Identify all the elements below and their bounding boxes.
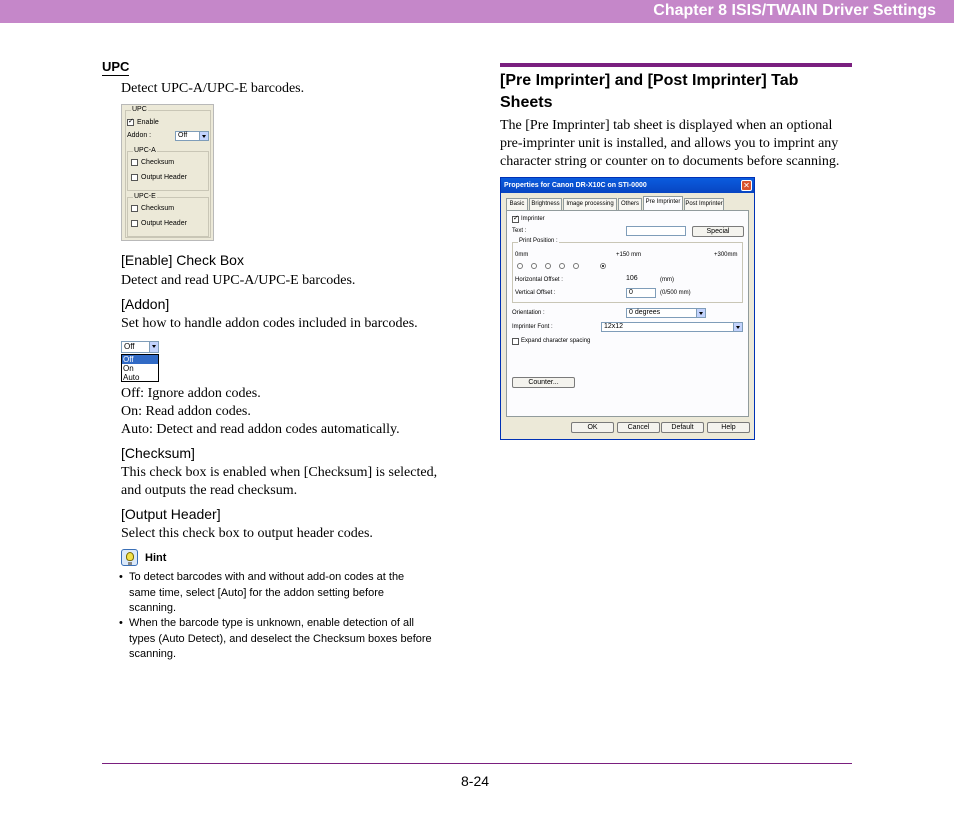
upce-group-title: UPC-E [134, 193, 156, 200]
checksum-heading: [Checksum] [121, 445, 195, 461]
expand-spacing-checkbox[interactable] [512, 338, 519, 345]
hint-bullet-2-line-2: types (Auto Detect), and deselect the Checksum boxes before [129, 632, 432, 645]
upca-group-title: UPC-A [134, 147, 156, 154]
position-radio-4[interactable] [559, 263, 565, 269]
upca-output-checkbox[interactable] [131, 174, 138, 181]
orientation-combo[interactable] [626, 308, 706, 318]
tab-post-imprinter[interactable]: Post Imprinter [684, 198, 724, 210]
tab-pre-imprinter[interactable]: Pre Imprinter [643, 196, 683, 210]
vertical-offset-value: 0 [629, 289, 633, 296]
tab-brightness[interactable]: Brightness [529, 198, 562, 210]
imprinter-font-value: 12x12 [604, 323, 624, 330]
chevron-down-icon [149, 342, 158, 352]
position-radio-2[interactable] [531, 263, 537, 269]
position-radio-3[interactable] [545, 263, 551, 269]
orientation-label: Orientation : [512, 310, 545, 316]
upca-checksum-checkbox[interactable] [131, 159, 138, 166]
print-position-title: Print Position : [519, 238, 558, 244]
position-300mm: +300mm [714, 252, 738, 258]
upce-checksum-checkbox[interactable] [131, 205, 138, 212]
hint-bullet-2 [119, 616, 459, 663]
upca-group [127, 147, 209, 191]
addon-dropdown[interactable] [121, 341, 159, 353]
upc-settings-panel [121, 104, 214, 241]
ok-button[interactable]: OK [571, 422, 614, 433]
imprinter-label: Imprinter [521, 216, 545, 222]
addon-label: Addon : [127, 132, 152, 139]
section-title [500, 70, 852, 114]
hint-bullet-2-line-3: scanning. [129, 648, 177, 660]
addon-option-on[interactable]: On [123, 364, 134, 373]
hint-bullet-1-line-2: same time, select [Auto] for the addon setting before [129, 586, 384, 599]
position-0mm: 0mm [515, 252, 529, 258]
upc-group-title: UPC [132, 106, 147, 113]
enable-description: Detect and read UPC-A/UPC-E barcodes. [121, 273, 356, 288]
checksum-description-1: This check box is enabled when [Checksum] is selected, [121, 465, 438, 480]
addon-on-text: On: Read addon codes. [121, 404, 251, 419]
footer-rule [102, 763, 852, 764]
output-header-heading: [Output Header] [121, 506, 221, 522]
text-input[interactable] [626, 226, 686, 236]
output-header-description: Select this check box to output header codes. [121, 526, 373, 541]
position-150mm: +150 mm [616, 252, 642, 258]
bullet-glyph: • [119, 571, 123, 583]
imprinter-font-label: Imprinter Font : [512, 324, 553, 330]
vertical-offset-input[interactable] [626, 288, 656, 298]
addon-option-off[interactable]: Off [122, 355, 158, 364]
chevron-down-icon [199, 132, 208, 140]
position-radio-6[interactable] [600, 263, 606, 269]
vertical-offset-label: Vertical Offset : [515, 290, 556, 296]
position-radio-1[interactable] [517, 263, 523, 269]
tab-others[interactable]: Others [618, 198, 642, 210]
pre-imprinter-tab-body [506, 210, 749, 417]
hint-bullet-1-line-1: To detect barcodes with and without add-on codes at the [129, 571, 405, 583]
section-rule [500, 63, 852, 67]
position-radio-5[interactable] [573, 263, 579, 269]
chevron-down-icon [696, 309, 705, 317]
page-number: 8-24 [461, 773, 490, 789]
addon-heading: [Addon] [121, 296, 170, 312]
upca-output-label: Output Header [141, 174, 187, 181]
tab-image-processing[interactable]: Image processing [563, 198, 617, 210]
upce-output-checkbox[interactable] [131, 220, 138, 227]
orientation-value: 0 degrees [629, 309, 661, 316]
addon-combo[interactable] [175, 131, 209, 141]
hint-bullet-2-line-1: When the barcode type is unknown, enable detection of all [129, 617, 414, 629]
help-button[interactable]: Help [707, 422, 750, 433]
lightbulb-icon [126, 552, 134, 561]
enable-heading: [Enable] Check Box [121, 252, 244, 268]
hint-label: Hint [145, 552, 167, 564]
horizontal-offset-value: 106 [626, 275, 638, 282]
addon-description: Set how to handle addon codes included in barcodes. [121, 316, 418, 331]
close-icon[interactable]: ✕ [741, 180, 752, 191]
default-button[interactable]: Default [661, 422, 704, 433]
addon-combo-value: Off [178, 132, 188, 139]
expand-spacing-label: Expand character spacing [521, 338, 591, 344]
section-paragraph-line-2: pre-imprinter unit is installed, and allows you to imprint any [500, 136, 839, 151]
cancel-button[interactable]: Cancel [617, 422, 660, 433]
enable-label: Enable [137, 119, 159, 126]
upc-description: Detect UPC-A/UPC-E barcodes. [121, 81, 305, 96]
hint-bullet-1 [119, 570, 459, 617]
dialog-title: Properties for Canon DR-X10C on STI-0000 [501, 178, 754, 193]
bullet-glyph: • [119, 617, 123, 629]
chapter-title: Chapter 8 ISIS/TWAIN Driver Settings [653, 2, 936, 19]
section-paragraph-line-1: The [Pre Imprinter] tab sheet is displayed when an optional [500, 118, 833, 133]
addon-options-list [121, 354, 159, 382]
hint-bullet-1-line-3: scanning. [129, 602, 177, 614]
counter-button[interactable]: Counter... [512, 377, 575, 388]
enable-checkbox[interactable] [127, 119, 134, 126]
section-title-line-1: [Pre Imprinter] and [Post Imprinter] Tab [500, 72, 799, 89]
text-label: Text : [512, 228, 527, 234]
imprinter-checkbox[interactable] [512, 216, 519, 223]
section-title-line-2: Sheets [500, 94, 553, 111]
imprinter-font-combo[interactable] [601, 322, 743, 332]
horizontal-offset-label: Horizontal Offset : [515, 277, 563, 283]
addon-off-text: Off: Ignore addon codes. [121, 386, 261, 401]
section-paragraph-line-3: character string or counter on to documents before scanning. [500, 154, 840, 169]
upce-output-label: Output Header [141, 220, 187, 227]
tab-basic[interactable]: Basic [506, 198, 528, 210]
addon-option-auto[interactable]: Auto [123, 373, 140, 382]
upca-checksum-label: Checksum [141, 159, 175, 166]
properties-dialog [500, 177, 755, 440]
vertical-offset-unit: (0/500 mm) [660, 290, 691, 296]
addon-dropdown-value: Off [124, 342, 135, 351]
upce-group [127, 193, 209, 237]
upce-checksum-label: Checksum [141, 205, 175, 212]
upc-heading: UPC [102, 59, 130, 74]
hint-icon [121, 549, 138, 566]
horizontal-offset-unit: (mm) [660, 277, 674, 283]
chevron-down-icon [733, 323, 742, 331]
special-button[interactable]: Special [692, 226, 744, 237]
addon-auto-text: Auto: Detect and read addon codes automatically. [121, 422, 400, 437]
checksum-description-2: and outputs the read checksum. [121, 483, 298, 498]
section-paragraph [500, 117, 860, 171]
